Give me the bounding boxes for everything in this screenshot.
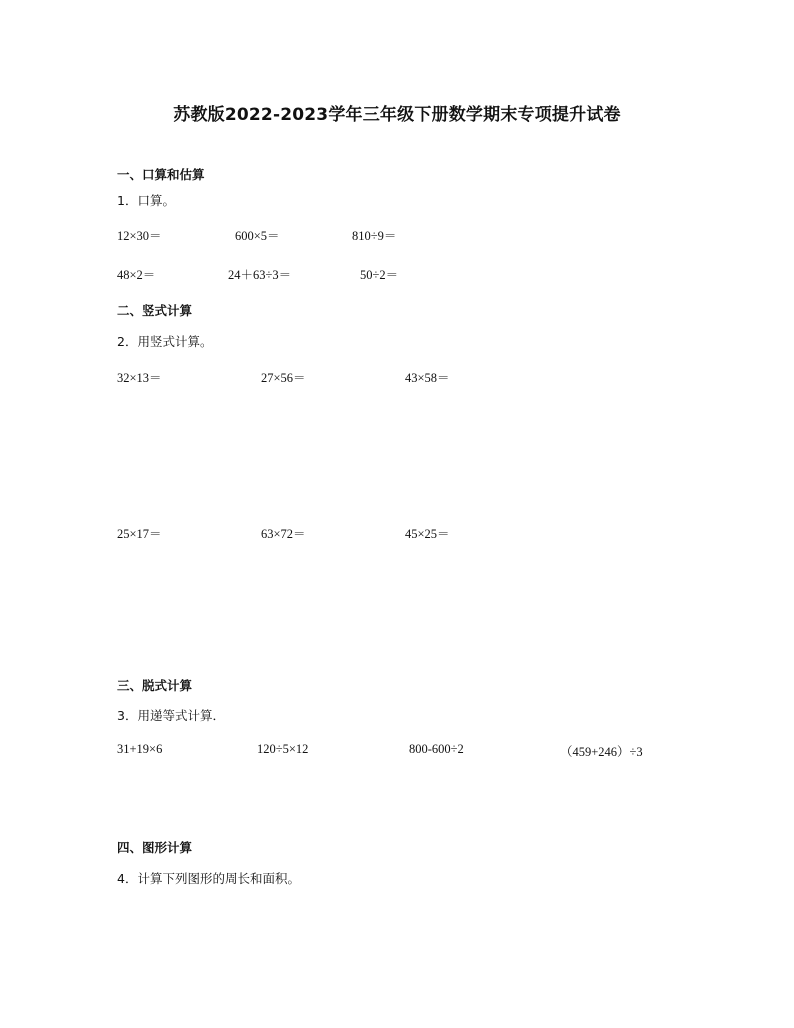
question-1: 1．口算。 — [117, 193, 175, 208]
expression: 32×13＝ — [117, 371, 162, 385]
expression: 27×56＝ — [261, 371, 306, 385]
expression: 50÷2＝ — [360, 268, 399, 282]
section-heading-stepwise: 三、脱式计算 — [117, 678, 193, 693]
expression: 12×30＝ — [117, 229, 162, 243]
expression: （459+246）÷3 — [560, 745, 643, 759]
expression: 800-600÷2 — [409, 742, 464, 756]
expression: 63×72＝ — [261, 527, 306, 541]
expression: 120÷5×12 — [257, 742, 309, 756]
expression: 45×25＝ — [405, 527, 450, 541]
question-4: 4．计算下列图形的周长和面积。 — [117, 871, 300, 886]
section-heading-vertical: 二、竖式计算 — [117, 303, 193, 318]
section-heading-oral: 一、口算和估算 — [117, 167, 205, 182]
expression: 25×17＝ — [117, 527, 162, 541]
expression: 24＋63÷3＝ — [228, 268, 292, 282]
question-2: 2．用竖式计算。 — [117, 334, 213, 349]
expression: 31+19×6 — [117, 742, 163, 756]
expression: 43×58＝ — [405, 371, 450, 385]
expression: 48×2＝ — [117, 268, 156, 282]
expression: 600×5＝ — [235, 229, 280, 243]
question-3: 3．用递等式计算． — [117, 708, 225, 723]
page-title: 苏教版2022-2023学年三年级下册数学期末专项提升试卷 — [173, 105, 621, 125]
section-heading-geometry: 四、图形计算 — [117, 840, 193, 855]
expression: 810÷9＝ — [352, 229, 397, 243]
